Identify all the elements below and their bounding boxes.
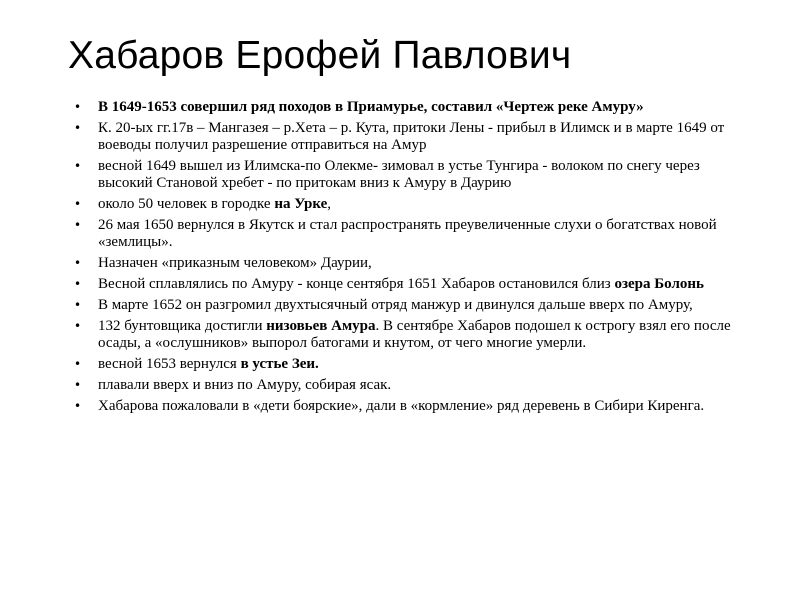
bullet-text: 26 мая 1650 вернулся в Якутск и стал распространять преувеличенные слухи о богатствах новой «землицы». [98,217,717,250]
bullet-item [74,120,754,154]
bullet-text: К. 20-ых гг.17в – Мангазея – р.Хета – р. Кута, притоки Лены - прибыл в Илимск и в марте 1649 от воеводы получил разрешение отправиться на Амур [98,120,725,153]
bullet-item [74,276,754,293]
bullet-marker: • [74,399,82,413]
bullet-text: 132 бунтовщика достигли [98,318,267,334]
bullet-marker: • [74,378,82,392]
bullet-marker: • [74,159,82,173]
bullet-marker: • [74,218,82,232]
bullet-text: около 50 человек в городке [98,196,275,212]
bullet-text: Назначен «приказным человеком» Даурии, [98,255,372,271]
bullet-text-bold: озера Болонь [614,276,704,292]
bullet-item [74,377,754,394]
bullet-text: В марте 1652 он разгромил двухтысячный отряд манжур и двинулся дальше вверх по Амуру, [98,297,693,313]
bullet-item [74,255,754,272]
bullet-text-bold: В 1649-1653 совершил ряд походов в Приамурье, составил «Чертеж реке Амуру» [98,99,644,115]
bullet-text: , [327,196,332,212]
bullet-item [74,217,754,251]
bullet-text: весной 1649 вышел из Илимска-по Олекме- зимовал в устье Тунгира - волоком по снегу через высокий Становой хребет - по притокам вниз к Амуру в Даурию [98,158,700,191]
bullet-marker: • [74,121,82,135]
bullet-list [74,99,754,419]
bullet-item [74,158,754,192]
bullet-marker: • [74,319,82,333]
bullet-text: . В сентябре Хабаров подошел к острогу взял его после осады, а «ослушников» выпорол батогами и кнутом, от чего многие умерли. [98,318,731,351]
bullet-text: плавали вверх и вниз по Амуру, собирая ясак. [98,377,392,393]
bullet-marker: • [74,197,82,211]
bullet-text-bold: в устье Зеи. [240,356,319,372]
bullet-marker: • [74,298,82,312]
slide-title: Хабаров Ерофей Павлович [68,34,572,77]
bullet-marker: • [74,357,82,371]
bullet-text-bold: низовьев Амура [266,318,376,334]
bullet-item [74,356,754,373]
bullet-item [74,297,754,314]
bullet-text: Весной сплавлялись по Амуру - конце сентября 1651 Хабаров остановился близ [98,276,615,292]
bullet-marker: • [74,100,82,114]
bullet-text: весной 1653 вернулся [98,356,241,372]
bullet-item [74,99,754,116]
bullet-item [74,398,754,415]
bullet-item [74,196,754,213]
bullet-text-bold: на Урке [274,196,328,212]
bullet-text: Хабарова пожаловали в «дети боярские», дали в «кормление» ряд деревень в Сибири Киренга. [98,398,705,414]
bullet-marker: • [74,256,82,270]
bullet-marker: • [74,277,82,291]
bullet-item [74,318,754,352]
